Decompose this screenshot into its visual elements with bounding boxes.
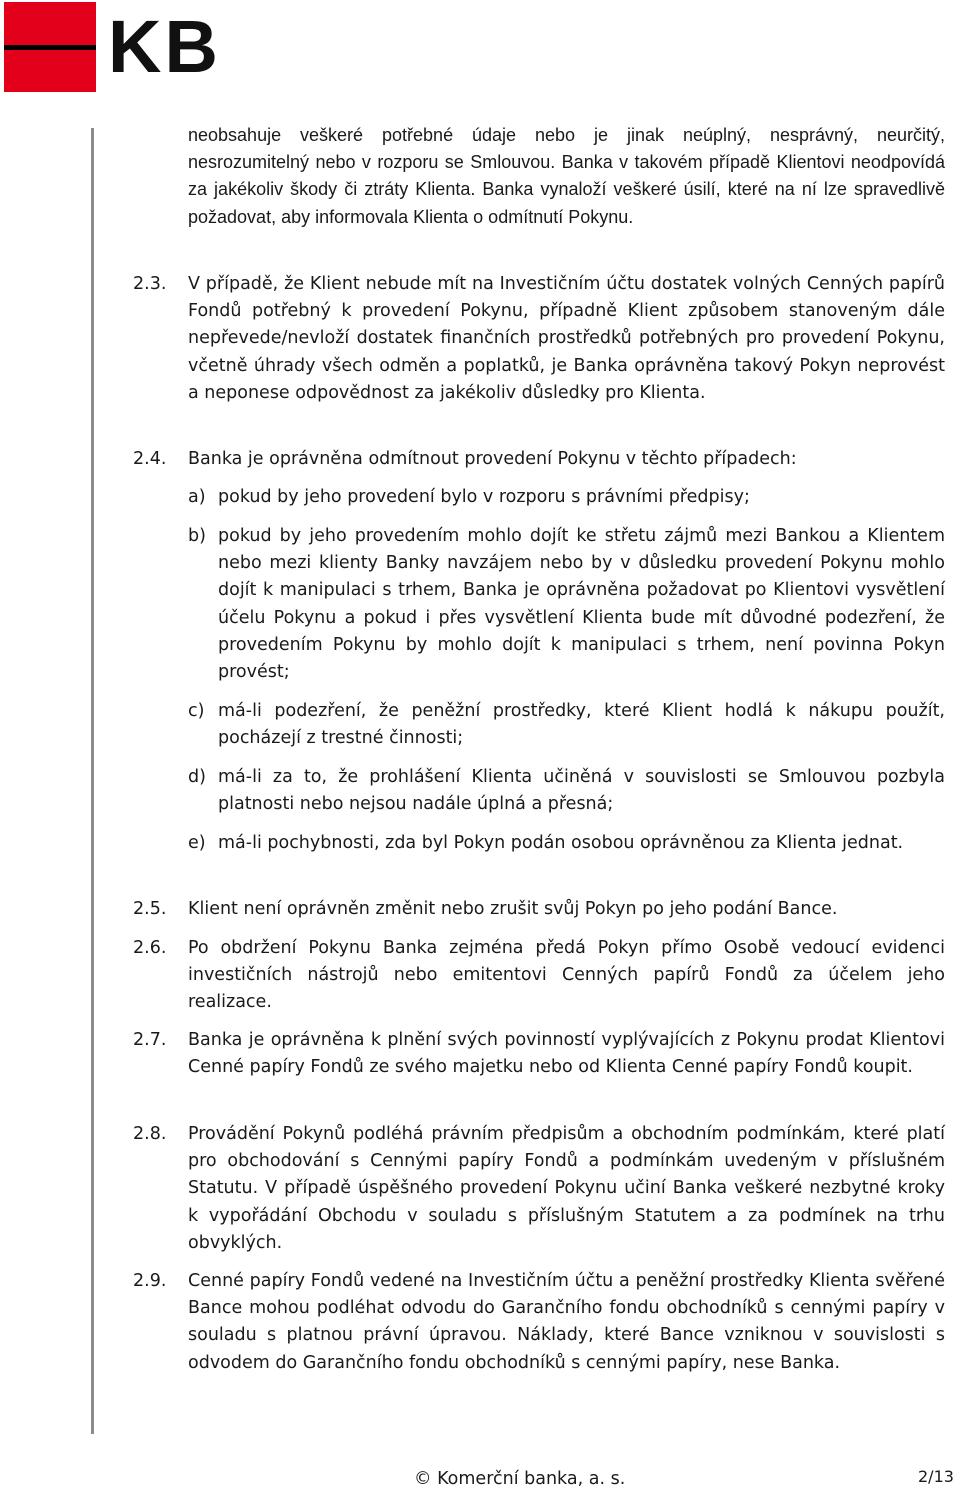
section-2-4-text: Banka je oprávněna odmítnout provedení Pokynu v těchto případech: — [188, 449, 797, 469]
section-number-2-5: 2.5. — [133, 899, 167, 919]
item-e-label: e) — [188, 833, 206, 853]
section-number-2-9: 2.9. — [133, 1271, 167, 1291]
intro-paragraph: neobsahuje veškeré potřebné údaje nebo je jinak neúplný, nesprávný, neurčitý, nesrozumitelný nebo v rozporu se Smlouvou. Banka v takovém případě Klientovi neodpovídá za jakékoliv škody či ztráty Klienta. Banka vynaloží veškeré úsilí, které na ní lze spravedlivě požadovat, aby informovala Klienta o odmítnutí Pokynu. — [188, 125, 945, 227]
item-b-label: b) — [188, 526, 206, 546]
item-d-text: má-li za to, že prohlášení Klienta učiněná v souvislosti se Smlouvou pozbyla platnosti nebo nejsou nadále úplná a přesná; — [218, 767, 945, 815]
logo-text: KB — [108, 5, 221, 88]
item-e-text: má-li pochybnosti, zda byl Pokyn podán osobou oprávněnou za Klienta jednat. — [218, 833, 904, 853]
item-a-label: a) — [188, 487, 206, 507]
kb-logo — [4, 2, 266, 92]
footer-copyright: © Komerční banka, a. s. — [414, 1469, 626, 1489]
section-2-3-text: V případě, že Klient nebude mít na Investičním účtu dostatek volných Cenných papírů Fondů potřebný k provedení Pokynu, případně Klient způsobem stanoveným dále nepřevede/nevloží dostatek finančních prostředků potřebných pro provedení Pokynu, včetně úhrady všech odměn a poplatků, je Banka oprávněna takový Pokyn neprovést a neponese odpovědnost za jakékoliv důsledky pro Klienta. — [188, 274, 945, 403]
section-2-9-text: Cenné papíry Fondů vedené na Investičním účtu a peněžní prostředky Klienta svěřené Bance mohou podléhat odvodu do Garančního fondu obchodníků s cennými papíry v souladu s platnou právní úpravou. Náklady, které Bance vzniknou v souvislosti s odvodem do Garančního fondu obchodníků s cennými papíry, nese Banka. — [188, 1271, 945, 1373]
margin-rule — [91, 128, 94, 1434]
section-number-2-6: 2.6. — [133, 938, 167, 958]
section-number-2-4: 2.4. — [133, 449, 167, 469]
section-number-2-7: 2.7. — [133, 1030, 167, 1050]
logo-black-stripe — [4, 45, 96, 50]
section-number-2-8: 2.8. — [133, 1124, 167, 1144]
section-2-6-text: Po obdržení Pokynu Banka zejména předá Pokyn přímo Osobě vedoucí evidenci investičních nástrojů nebo emitentovi Cenných papírů Fondů za účelem jeho realizace. — [188, 938, 945, 1013]
page-number: 2/13 — [918, 1467, 954, 1486]
item-a-text: pokud by jeho provedení bylo v rozporu s právními předpisy; — [218, 487, 750, 507]
item-b-text: pokud by jeho provedením mohlo dojít ke střetu zájmů mezi Bankou a Klientem nebo mezi klienty Banky navzájem nebo by v důsledku provedení Pokynu mohlo dojít k manipulaci s trhem, Banka je oprávněna požadovat po Klientovi vysvětlení účelu Pokynu a pokud i přes vysvětlení Klienta bude mít důvodné podezření, že provedením Pokynu by mohlo dojít k manipulaci s trhem, není povinna Pokyn provést; — [218, 526, 945, 683]
section-number-2-3: 2.3. — [133, 274, 167, 294]
item-c-label: c) — [188, 701, 205, 721]
logo-red-square — [4, 2, 96, 92]
section-2-5-text: Klient není oprávněn změnit nebo zrušit svůj Pokyn po jeho podání Bance. — [188, 899, 838, 919]
section-2-7-text: Banka je oprávněna k plnění svých povinností vyplývajících z Pokynu prodat Klientovi Cenné papíry Fondů ze svého majetku nebo od Klienta Cenné papíry Fondů koupit. — [188, 1030, 945, 1078]
section-2-8-text: Provádění Pokynů podléhá právním předpisům a obchodním podmínkám, které platí pro obchodování s Cennými papíry Fondů a podmínkám uvedeným v příslušném Statutu. V případě úspěšného provedení Pokynu učiní Banka veškeré nezbytné kroky k vypořádání Obchodu v souladu s příslušným Statutem a za podmínek na trhu obvyklých. — [188, 1124, 945, 1253]
item-d-label: d) — [188, 767, 206, 787]
item-c-text: má-li podezření, že peněžní prostředky, které Klient hodlá k nákupu použít, pocházejí z trestné činnosti; — [218, 701, 945, 749]
